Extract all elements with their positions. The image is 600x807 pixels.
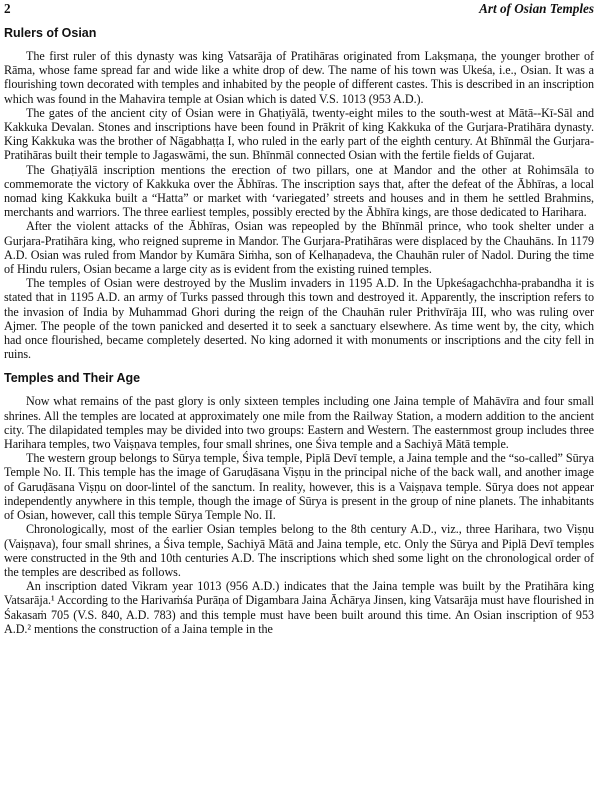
paragraph: The gates of the ancient city of Osian were in Ghaṭiyālā, twenty-eight miles to the south-west at Mātā--Kī-Sāl and Kakkuka Devalan. Stones and inscriptions have been found in Prākrit of king Kakkuka of the Gurjara-Pratihāra dynasty. King Kakkuka was the brother of Nāgabhaṭṭa I, who ruled in the early part of the eighth century. At Bhīnmāl the Gurjara-Pratihāras built their temple to Jagaswāmi, the sun. Bhīnmāl connected Osian with the fertile fields of Gujarat. (4, 105, 594, 163)
running-head (4, 0, 594, 16)
paragraph: An inscription dated Vikram year 1013 (956 A.D.) indicates that the Jaina temple was built by the Pratihāra king Vatsarāja.¹ According to the Harivaṁśa Purāṇa of Digambara Jaina Āchārya Jinsen, king Vatsarāja must have flourished in Śakasaṁ 705 (V.S. 840, A.D. 783) and this temple must have been built around this time. An Osian inscription of 953 A.D.² mentions the construction of a Jaina temple in the (4, 579, 594, 636)
paragraph: The western group belongs to Sūrya temple, Śiva temple, Piplā Devī temple, a Jaina temple and the “so-called” Sūrya Temple No. II. This temple has the image of Garuḍāsana Viṣṇu in the principal niche of the back wall, and another image of Garuḍāsana Viṣṇu on door-lintel of the sanctum. In reality, however, this is a Vaiṣṇava temple. Sūrya does not appear independently anywhere in this temple, though the image of Sūrya is present in the group of nine planets. The inhabitants of Osian, however, call this temple Sūrya Temple No. II. (4, 451, 594, 523)
section-rulers-body (4, 49, 594, 361)
book-title: Art of Osian Temples (479, 1, 594, 16)
paragraph: Chronologically, most of the earlier Osian temples belong to the 8th century A.D., viz., three Harihara, two Viṣṇu (Vaiṣṇava), four small shrines, a Śiva temple, Sachiyā Mātā and Jaina temple, etc. Only the Sūrya and Piplā Devī temples were constructed in the 9th and 10th centuries A.D. The inscriptions which shed some light on the chronological order of the temples are described as follows. (4, 522, 594, 579)
paragraph: The Ghaṭiyālā inscription mentions the erection of two pillars, one at Mandor and the other at Rohimsāla to commemorate the victory of Kakkuka over the Ābhīras. The inscription says that, after the defeat of the Ābhīras, a local nomad king Kakkuka built a “Hatta” or market with ‘variegated’ streets and houses and in them he settled Brahmins, merchants and warriors. The three earliest temples, possibly erected by the Ābhīra kings, are those dedicated to Harihara. (4, 162, 594, 220)
paragraph: After the violent attacks of the Ābhīras, Osian was repeopled by the Bhīnmāl prince, who took shelter under a Gurjara-Pratihāra king, who reigned supreme in Mandor. The Gurjara-Pratihāras were displaced by the Chauhāns. In 1179 A.D. Osian was ruled from Mandor by Kumāra Siṁha, son of Kelhaṇadeva, the Chauhān ruler of Nadol. During the time of Hindu rulers, Osian became a large city as is evident from the existing ruined temples. (4, 219, 594, 277)
paragraph: The first ruler of this dynasty was king Vatsarāja of Pratihāras originated from Lakṣmaṇa, the younger brother of Rāma, whose fame spread far and wide like a white drop of dew. The name of his town was Ukeśa, i.e., Osian. It was a flourishing town decorated with temples and inhabited by the people of different castes. This is described in an inscription which was found in the Mahavira temple at Osian which is dated V.S. 1013 (953 A.D.). (4, 49, 594, 106)
paragraph: Now what remains of the past glory is only sixteen temples including one Jaina temple of Mahāvīra and four small shrines. All the temples are located at approximately one mile from the Railway Station, a modern addition to the ancient city. The dilapidated temples may be divided into two groups: Eastern and Western. The easternmost group includes three Harihara temples, two Vaiṣṇava temples, four small shrines, one Śiva temple and a Sachiyā Mātā temple. (4, 394, 594, 452)
page-number: 2 (4, 1, 11, 16)
section-temples-body (4, 394, 594, 635)
paragraph: The temples of Osian were destroyed by the Muslim invaders in 1195 A.D. In the Upkeśagachchha-prabandha it is stated that in 1195 A.D. an army of Turks passed through this town and destroyed it. Apparently, the inscription refers to the invasion of India by Muhammad Ghori during the reign of the Chauhān ruler Prithvīrāja III, who was ruling over Ajmer. The people of the town panicked and deserted it to seek a sanctuary elsewhere. As time went by, the city, which had once flourished, became completely deserted. No king adorned it with monuments or inscriptions and the city fell in ruins. (4, 276, 594, 362)
section-heading-temples: Temples and Their Age (4, 371, 141, 386)
section-heading-rulers: Rulers of Osian (4, 26, 97, 40)
